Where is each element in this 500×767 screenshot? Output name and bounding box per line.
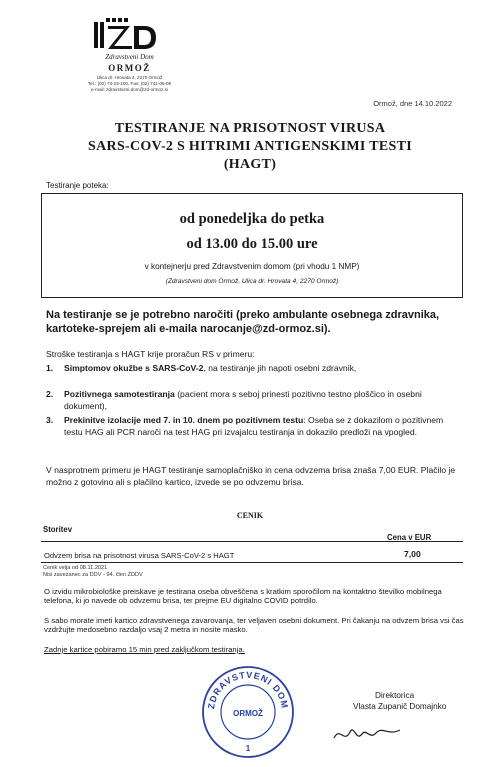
- price-service-name: Odvzem brisa na prisotnost virusa SARS-CoV-2 s HAGT: [44, 551, 235, 560]
- list-item-text: : Oseba se z dokazilom o pozitivnem testu HAG ali PCR naroči na test HAG pri izvajalcu testiranja in dokazilo predloži na vpogled.: [64, 415, 444, 438]
- title-line-2: SARS-COV-2 S HITRIMI ANTIGENSKIMI TESTI: [88, 139, 412, 154]
- price-list-title: CENIK: [236, 511, 264, 520]
- price-note: Nisi zavezanec za DDV - 94. člen ZDDV: [43, 572, 143, 578]
- schedule-box: [41, 193, 463, 298]
- notice-requirements: S sabo morate imeti kartico zdravstvenega zavarovanja, ter veljaven osebni dokument. Pri čakanju na odvzem brisa vsi čas vzdržujte medosebno razdaljo vsaj 2 metra in nosite masko.: [44, 616, 464, 635]
- list-item-number: 2.: [46, 389, 54, 399]
- stamp-text-top: ZDRAVSTVENI DOM: [206, 669, 291, 710]
- list-item-number: 3.: [46, 415, 54, 425]
- list-item-heading: Prekinitve izolacije med 7. in 10. dnem po pozitivnem testu: [64, 415, 304, 425]
- official-stamp-icon: [200, 664, 296, 760]
- organization-logo: [82, 18, 177, 100]
- list-item-heading: Simptomov okužbe s SARS-CoV-2: [64, 363, 204, 373]
- costs-intro: Stroške testiranja s HAGT krije proračun RS v primeru:: [46, 349, 255, 359]
- document-date: Ormož, dne 14.10.2022: [373, 99, 452, 108]
- price-service-value: 7,00: [404, 549, 421, 559]
- schedule-location: v kontejnerju pred Zdravstvenim domom (pri vhodu 1 NMP): [144, 262, 360, 271]
- handwritten-signature-icon: [330, 718, 410, 748]
- title-line-1: TESTIRANJE NA PRISOTNOST VIRUSA: [114, 121, 386, 136]
- table-divider: [41, 562, 463, 563]
- org-phone: Tel.: (02) 74-15-100, Fax: (02) 741-05-09: [87, 81, 172, 86]
- list-item-text: , na testiranje jih napoti osebni zdravnik,: [203, 363, 357, 373]
- schedule-address: (Zdravstveni dom Ormož, Ulica dr. Hrovata 4, 2270 Ormož): [165, 278, 339, 285]
- list-item-text: (pacient mora s seboj prinesti pozitivno testno ploščico in osebni dokument),: [64, 389, 422, 412]
- title-line-3: (HAGT): [223, 157, 277, 172]
- stamp-number: 1: [245, 744, 251, 753]
- schedule-hours: od 13.00 do 15.00 ure: [186, 236, 318, 252]
- signatory-name: Vlasta Zupanič Domajnko: [353, 702, 447, 711]
- svg-text:ZDRAVSTVENI DOM: [206, 670, 290, 710]
- price-column-price: Cena v EUR: [387, 533, 432, 542]
- list-item-number: 1.: [46, 363, 54, 373]
- stamp-text-center: ORMOŽ: [233, 709, 263, 718]
- org-address: Ulica dr. Hrovata 4, 2270 Ormož: [96, 75, 163, 80]
- org-name: Zdravstveni Dom: [105, 53, 154, 61]
- schedule-days: od ponedeljka do petka: [179, 211, 325, 227]
- notice-results: O izvidu mikrobiološke preiskave je testirana oseba obveščena s kratkim sporočilom na kontaktno številko mobilnega telefona, ki jo navede ob odvzemu brisa, ter prejme EU digitalno COVID potrdilo.: [44, 587, 442, 606]
- intro-label: Testiranje poteka:: [46, 181, 109, 190]
- notice-last-cards: Zadnje kartice pobiramo 15 min pred zaključkom testiranja.: [44, 645, 245, 654]
- price-column-service: Storitev: [43, 525, 73, 534]
- org-town: ORMOŽ: [108, 63, 151, 73]
- self-pay-info: V nasprotnem primeru je HAGT testiranje samoplačniško in cena odvzema brisa znaša 7,00 EUR. Plačilo je možno z gotovino ali s plačilno kartico, izvede se po odvzemu brisa.: [46, 465, 456, 488]
- table-divider: [41, 541, 463, 542]
- list-item-heading: Pozitivnega samotestiranja: [64, 389, 175, 399]
- booking-instructions: Na testiranje se je potrebno naročiti (preko ambulante osebnega zdravnika, kartoteke-sprejem ali e-maila narocanje@zd-ormoz.si).: [46, 309, 440, 335]
- org-email: e-mail: zdravstveni.dom@zd-ormoz.si: [91, 87, 168, 92]
- price-note: Cenik velja od 08.11.2021: [43, 565, 108, 571]
- signatory-role: Direktorica: [375, 691, 415, 700]
- zd-logo-icon: [94, 18, 164, 52]
